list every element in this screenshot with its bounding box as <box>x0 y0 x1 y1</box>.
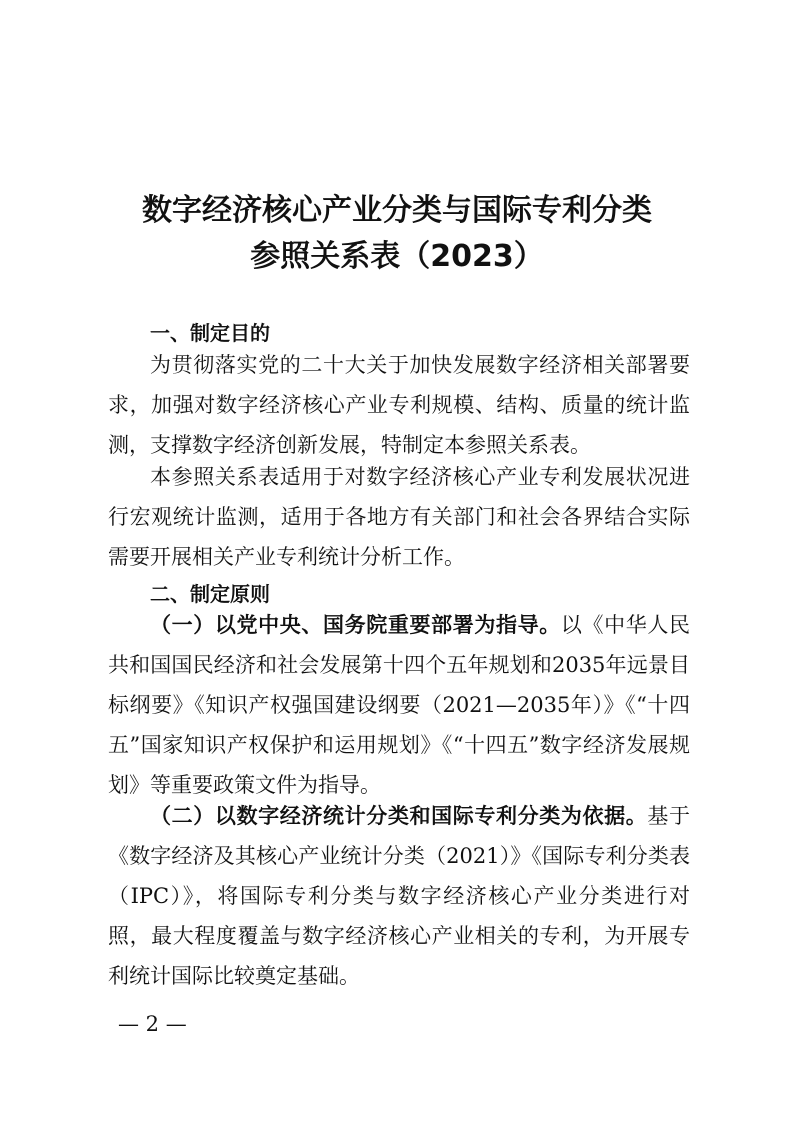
document-title-line-1: 数字经济核心产业分类与国际专利分类 <box>142 193 652 228</box>
principle-2-text: 基于《数字经济及其核心产业统计分类（2021）》《国际专利分类表（IPC）》，将国际专利分类与数字经济核心产业分类进行对照，最大程度覆盖与数字经济核心产业相关的专利，为开展专利统计国际比较奠定基础。 <box>108 804 690 988</box>
principle-1-text: 以《中华人民共和国国民经济和社会发展第十四个五年规划和2035年远景目标纲要》《知识产权强国建设纲要（2021—2035年）》《“十四五”国家知识产权保护和运用规划》《“十四五”数字经济发展规划》等重要政策文件为指导。 <box>108 613 690 797</box>
purpose-paragraph-1: 为贯彻落实党的二十大关于加快发展数字经济相关部署要求，加强对数字经济核心产业专利规模、结构、质量的统计监测，支撑数字经济创新发展，特制定本参照关系表。 <box>108 353 690 457</box>
principle-paragraph-2 <box>108 796 690 996</box>
principle-2-lead: （二）以数字经济统计分类和国际专利分类为依据。 <box>150 804 648 828</box>
principle-paragraph-1 <box>108 605 690 805</box>
section-heading-purpose: 一、制定目的 <box>150 321 270 345</box>
principle-1-lead: （一）以党中央、国务院重要部署为指导。 <box>150 613 561 637</box>
document-title-line-2: 参照关系表（2023） <box>250 239 544 274</box>
section-heading-principles: 二、制定原则 <box>150 582 270 606</box>
page-number: — 2 — <box>118 1012 187 1036</box>
purpose-paragraph-2: 本参照关系表适用于对数字经济核心产业专利发展状况进行宏观统计监测，适用于各地方有关部门和社会各界结合实际需要开展相关产业专利统计分析工作。 <box>108 465 690 569</box>
